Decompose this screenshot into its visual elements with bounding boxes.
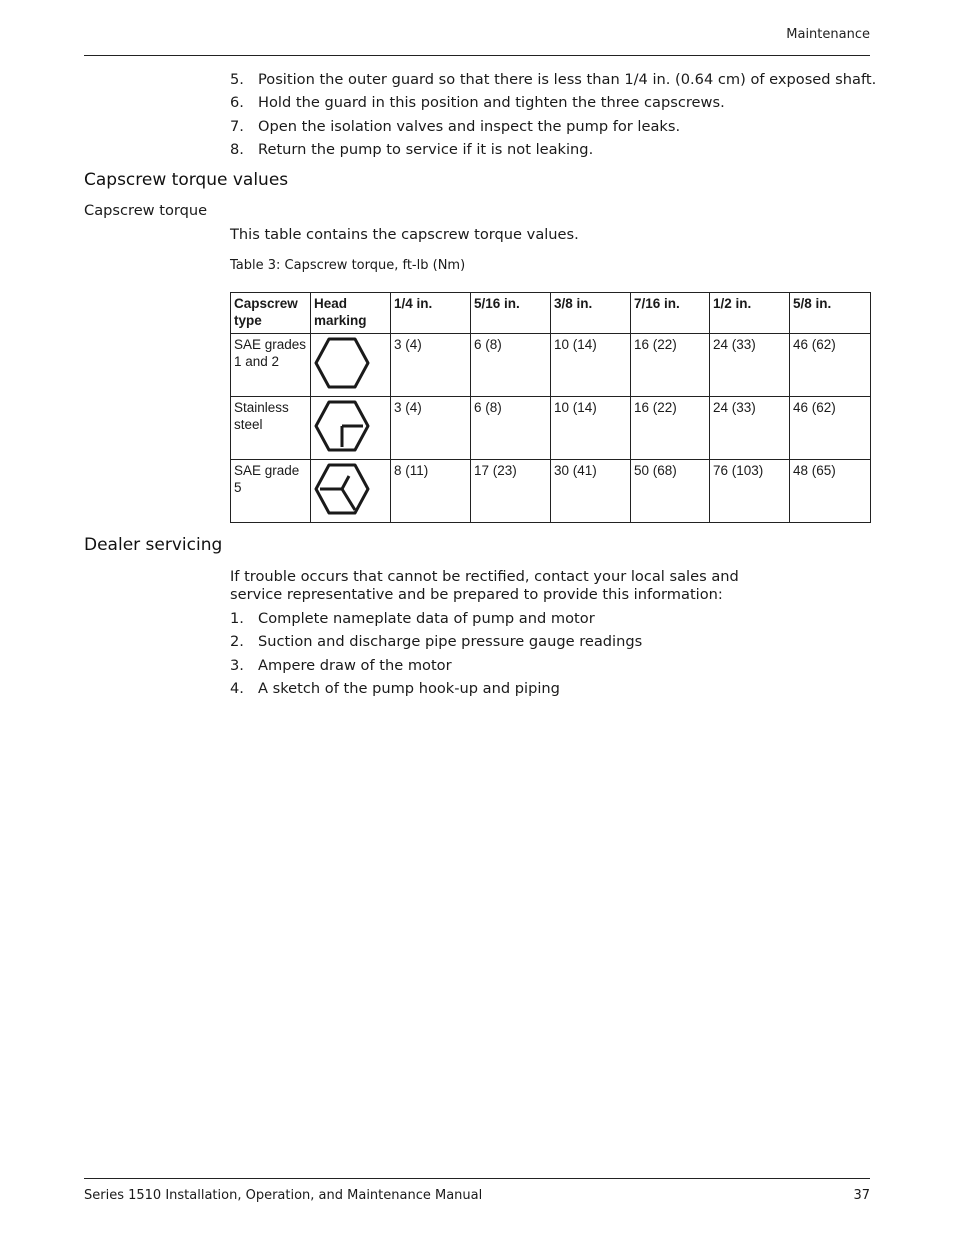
column-header: 3/8 in. [551,293,631,334]
item-number: 4. [230,680,244,698]
capscrew-type-cell: SAE grade 5 [231,460,311,523]
item-number: 1. [230,610,244,627]
step-text: Position the outer guard so that there is less than 1/4 in. (0.64 cm) of exposed shaft. [258,71,877,88]
step-number: 8. [230,141,244,159]
procedure-steps [230,71,876,165]
item-number: 3. [230,656,244,674]
step-number: 5. [230,71,244,88]
step-text: Hold the guard in this position and tighten the three capscrews. [258,94,725,112]
hexagon-two-line-mark-icon [313,399,371,453]
torque-value-cell: 6 (8) [471,334,551,397]
torque-value-cell: 10 (14) [551,397,631,460]
step-number: 6. [230,94,244,112]
dealer-info-list [230,610,642,704]
column-header: Capscrew type [231,293,311,334]
torque-value-cell: 76 (103) [710,460,790,523]
table-caption: Table 3: Capscrew torque, ft-lb (Nm) [230,258,466,273]
footer-rule [84,1178,870,1179]
torque-value-cell: 46 (62) [790,397,871,460]
torque-value-cell: 24 (33) [710,334,790,397]
torque-table [230,292,871,523]
plain-hexagon-icon [313,336,371,390]
column-header: 7/16 in. [631,293,710,334]
list-item [230,680,642,703]
head-marking-cell [311,460,391,523]
hexagon-three-line-mark-icon [313,462,371,516]
column-header: 5/16 in. [471,293,551,334]
section-heading-torque: Capscrew torque values [84,170,289,190]
torque-value-cell: 8 (11) [391,460,471,523]
torque-value-cell: 3 (4) [391,397,471,460]
torque-value-cell: 30 (41) [551,460,631,523]
capscrew-type-cell: SAE grades 1 and 2 [231,334,311,397]
footer-title: Series 1510 Installation, Operation, and Maintenance Manual [84,1188,483,1203]
column-header: 1/2 in. [710,293,790,334]
list-item [230,71,876,94]
item-text: A sketch of the pump hook-up and piping [258,680,560,698]
list-item [230,94,876,117]
step-text: Open the isolation valves and inspect the pump for leaks. [258,117,681,135]
page-number: 37 [853,1188,870,1203]
column-header: 1/4 in. [391,293,471,334]
item-text: Ampere draw of the motor [258,656,452,674]
list-item [230,141,876,164]
torque-value-cell: 17 (23) [471,460,551,523]
header-rule [84,55,870,56]
list-item [230,118,876,141]
table-row [231,334,871,397]
item-text: Complete nameplate data of pump and motor [258,610,595,627]
head-marking-cell [311,397,391,460]
capscrew-type-cell: Stainless steel [231,397,311,460]
torque-value-cell: 16 (22) [631,397,710,460]
step-text: Return the pump to service if it is not leaking. [258,141,594,159]
torque-value-cell: 6 (8) [471,397,551,460]
column-header: 5/8 in. [790,293,871,334]
head-marking-cell [311,334,391,397]
item-text: Suction and discharge pipe pressure gauge readings [258,633,643,651]
torque-value-cell: 10 (14) [551,334,631,397]
running-header: Maintenance [786,27,870,42]
torque-value-cell: 48 (65) [790,460,871,523]
list-item [230,610,642,633]
subheading-capscrew-torque: Capscrew torque [84,202,208,219]
torque-value-cell: 50 (68) [631,460,710,523]
dealer-intro: If trouble occurs that cannot be rectified, contact your local sales and service representative and be prepared to provide this information: [230,568,739,603]
section-heading-dealer: Dealer servicing [84,535,223,555]
torque-value-cell: 24 (33) [710,397,790,460]
column-header: Head marking [311,293,391,334]
list-item [230,657,642,680]
step-number: 7. [230,117,244,135]
table-row [231,460,871,523]
torque-intro: This table contains the capscrew torque values. [230,226,579,243]
torque-value-cell: 16 (22) [631,334,710,397]
table-row [231,397,871,460]
list-item [230,633,642,656]
torque-value-cell: 3 (4) [391,334,471,397]
table-header-row [231,293,871,334]
torque-value-cell: 46 (62) [790,334,871,397]
item-number: 2. [230,633,244,651]
